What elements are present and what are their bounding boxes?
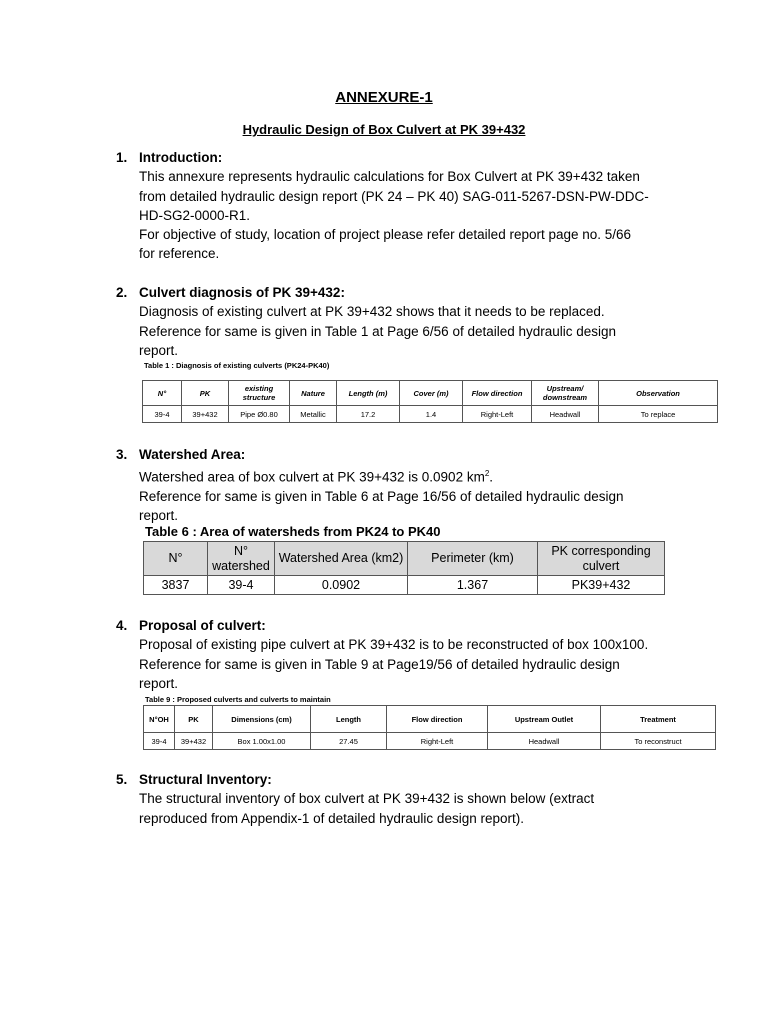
section-title: Introduction:: [139, 150, 223, 165]
paragraph-line: from detailed hydraulic design report (PK 24 – PK 40) SAG-011-5267-DSN-PW-DDC-: [139, 188, 649, 204]
table-header: PK corresponding culvert: [538, 542, 665, 576]
paragraph-line: HD-SG2-0000-R1.: [139, 207, 251, 223]
table-cell: Headwall: [488, 733, 601, 750]
table-header: Flow direction: [463, 381, 532, 406]
section-watershed-area: [116, 445, 676, 526]
table6-watersheds: [143, 541, 665, 595]
table-cell: Right-Left: [387, 733, 488, 750]
table-header-row: [144, 706, 716, 733]
table-cell: 39-4: [143, 406, 182, 423]
table-header: Flow direction: [387, 706, 488, 733]
paragraph-line: Reference for same is given in Table 9 at Page19/56 of detailed hydraulic design: [139, 656, 620, 672]
table-header: N° watershed: [208, 542, 275, 576]
section-number: 5.: [116, 772, 128, 787]
paragraph-line: This annexure represents hydraulic calculations for Box Culvert at PK 39+432 taken: [139, 169, 640, 185]
table-row: [143, 406, 718, 423]
table-header: existing structure: [229, 381, 290, 406]
table1-caption: Table 1 : Diagnosis of existing culverts (PK24-PK40): [144, 361, 330, 370]
table-header: Upstream/ downstream: [532, 381, 599, 406]
table-cell: To reconstruct: [601, 733, 716, 750]
paragraph-line: for reference.: [139, 246, 220, 262]
table-cell: 3837: [144, 576, 208, 595]
table-cell: 27.45: [311, 733, 387, 750]
paragraph-line: The structural inventory of box culvert at PK 39+432 is shown below (extract: [139, 791, 595, 807]
table-header: Cover (m): [400, 381, 463, 406]
paragraph-line: Reference for same is given in Table 1 at Page 6/56 of detailed hydraulic design: [139, 323, 617, 339]
section-number: 2.: [116, 285, 128, 300]
table-cell: 39-4: [208, 576, 275, 595]
table-header: Treatment: [601, 706, 716, 733]
table-header: PK: [182, 381, 229, 406]
paragraph-line: Diagnosis of existing culvert at PK 39+432 shows that it needs to be replaced.: [139, 304, 605, 320]
table-header: Length: [311, 706, 387, 733]
table-header: Perimeter (km): [408, 542, 538, 576]
table-cell: Metallic: [290, 406, 337, 423]
table-header-row: [143, 381, 718, 406]
paragraph-line: report.: [139, 508, 179, 524]
table-header: Length (m): [337, 381, 400, 406]
section-introduction: [116, 148, 676, 264]
table-cell: 39-4: [144, 733, 175, 750]
table-header: Upstream Outlet: [488, 706, 601, 733]
table6-caption: Table 6 : Area of watersheds from PK24 to PK40: [145, 524, 441, 539]
table1-diagnosis: [142, 380, 718, 423]
table-header: Nature: [290, 381, 337, 406]
section-culvert-diagnosis: [116, 283, 676, 360]
table-cell: 1.4: [400, 406, 463, 423]
table-cell: Pipe Ø0.80: [229, 406, 290, 423]
table-cell: 39+432: [175, 733, 213, 750]
section-title: Proposal of culvert:: [139, 618, 266, 633]
table-header: N°OH: [144, 706, 175, 733]
table-cell: 39+432: [182, 406, 229, 423]
table-cell: Right-Left: [463, 406, 532, 423]
section-proposal-of-culvert: [116, 616, 676, 693]
table-row: [144, 576, 665, 595]
paragraph-line: reproduced from Appendix-1 of detailed hydraulic design report).: [139, 810, 524, 826]
table-header-row: [144, 542, 665, 576]
annexure-title: ANNEXURE-1: [335, 89, 433, 106]
table-row: [144, 733, 716, 750]
section-number: 3.: [116, 447, 128, 462]
table-cell: To replace: [599, 406, 718, 423]
table-cell: 0.0902: [275, 576, 408, 595]
table9-proposed-culverts: [143, 705, 716, 750]
table-header: Observation: [599, 381, 718, 406]
paragraph-line: Proposal of existing pipe culvert at PK 39+432 is to be reconstructed of box 100x100.: [139, 637, 649, 653]
table-cell: Box 1.00x1.00: [213, 733, 311, 750]
paragraph-line: For objective of study, location of project please refer detailed report page no. 5/66: [139, 227, 632, 243]
section-title: Watershed Area:: [139, 447, 246, 462]
table-header: N°: [144, 542, 208, 576]
table-cell: PK39+432: [538, 576, 665, 595]
section-title: Culvert diagnosis of PK 39+432:: [139, 285, 345, 300]
table9-caption: Table 9 : Proposed culverts and culverts to maintain: [145, 695, 331, 704]
table-header: Dimensions (cm): [213, 706, 311, 733]
section-number: 4.: [116, 618, 128, 633]
paragraph-line: Watershed area of box culvert at PK 39+432 is 0.0902 $km^2$.: [139, 469, 494, 485]
table-header: N°: [143, 381, 182, 406]
section-structural-inventory: [116, 770, 676, 828]
table-header: PK: [175, 706, 213, 733]
section-number: 1.: [116, 150, 128, 165]
paragraph-line: report.: [139, 675, 179, 691]
document-title: Hydraulic Design of Box Culvert at PK 39+432: [242, 122, 526, 137]
paragraph-line: Reference for same is given in Table 6 at Page 16/56 of detailed hydraulic design: [139, 489, 624, 505]
table-cell: 1.367: [408, 576, 538, 595]
table-cell: Headwall: [532, 406, 599, 423]
section-title: Structural Inventory:: [139, 772, 272, 787]
paragraph-line: report.: [139, 342, 179, 358]
table-cell: 17.2: [337, 406, 400, 423]
table-header: Watershed Area (km2): [275, 542, 408, 576]
